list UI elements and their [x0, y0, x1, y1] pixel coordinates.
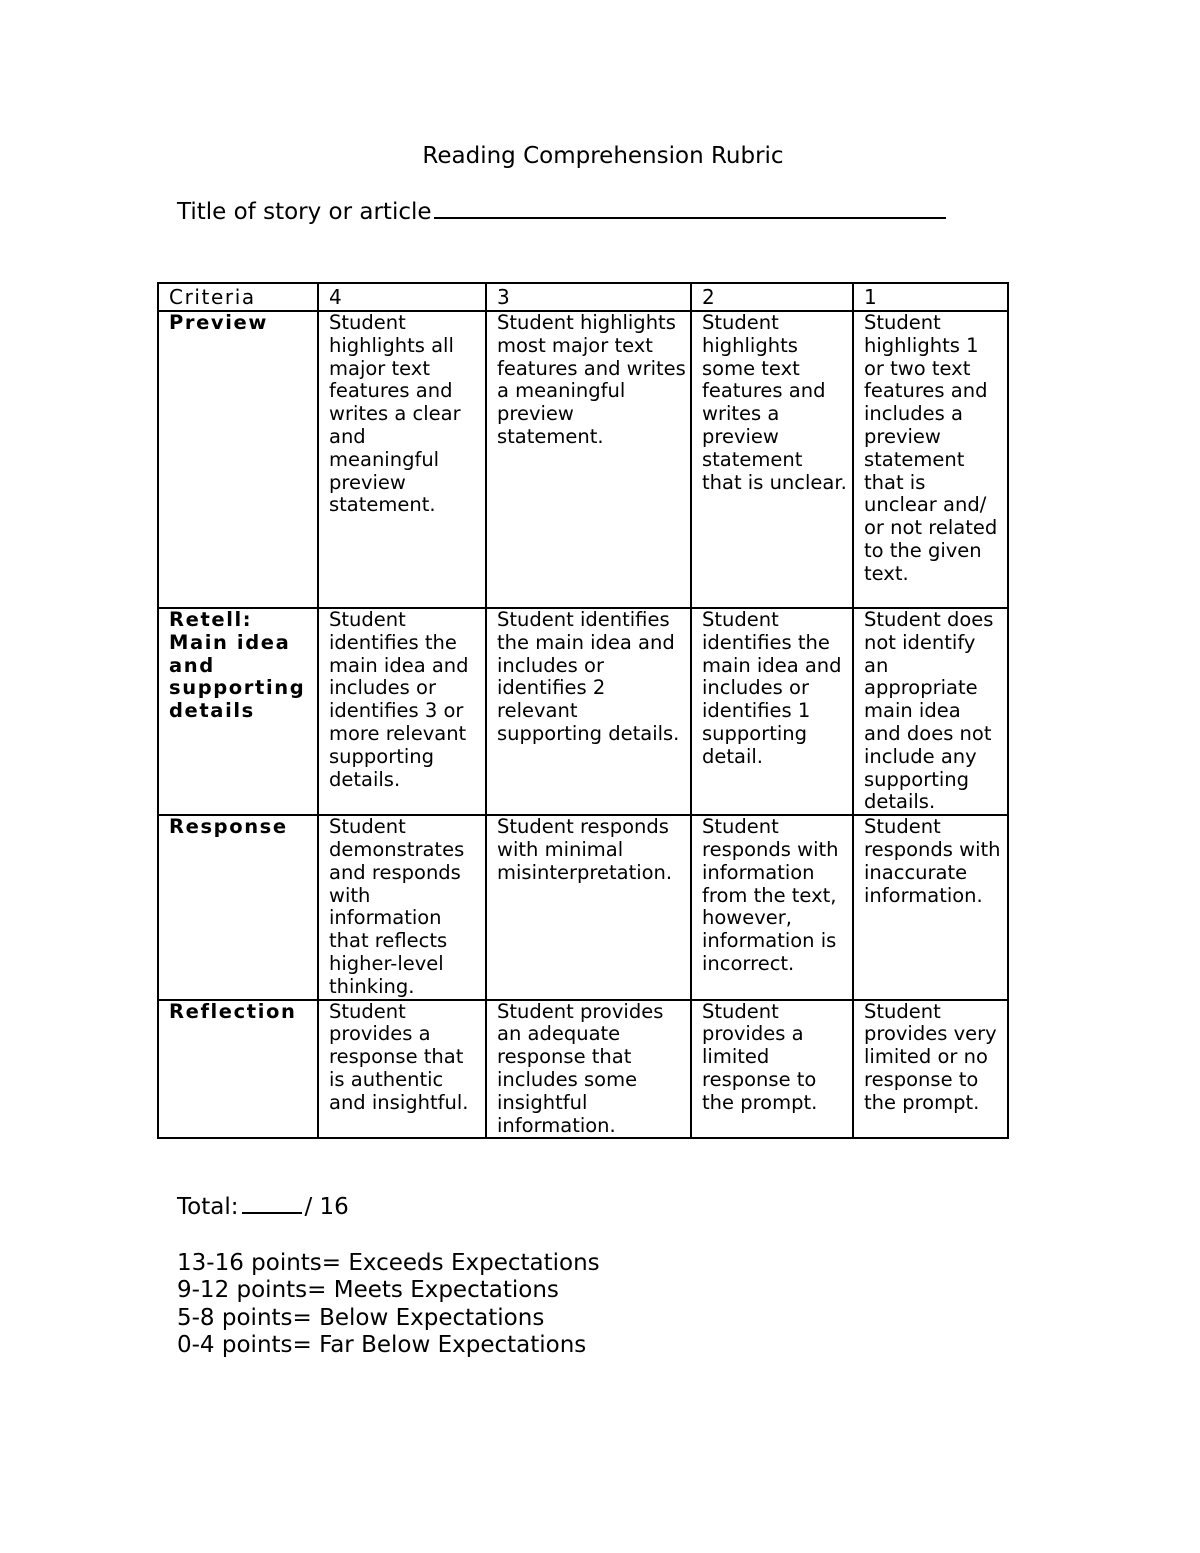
rubric-row-response: [158, 815, 1008, 999]
criteria-preview: Preview: [158, 311, 318, 608]
total-score-line: [177, 1192, 600, 1222]
cell-response-1: Student responds with inaccurate information.: [853, 815, 1008, 999]
total-label: Total:: [177, 1194, 239, 1220]
rubric-row-retell: [158, 608, 1008, 815]
cell-retell-4: Student identifies the main idea and includes or identifies 3 or more relevant supporting details.: [318, 608, 486, 815]
criteria-response: Response: [158, 815, 318, 999]
cell-preview-4: Student highlights all major text features and writes a clear and meaningful preview statement.: [318, 311, 486, 608]
scale-meets: 9-12 points= Meets Expectations: [177, 1277, 559, 1303]
cell-preview-3: Student highlights most major text features and writes a meaningful preview statement.: [486, 311, 691, 608]
cell-reflection-2: Student provides a limited response to the prompt.: [691, 1000, 853, 1139]
header-score-4: 4: [318, 283, 486, 311]
criteria-reflection: Reflection: [158, 1000, 318, 1139]
criteria-retell: Retell: Main idea and supporting details: [158, 608, 318, 815]
total-score-blank: [242, 1192, 302, 1214]
rubric-row-reflection: [158, 1000, 1008, 1139]
cell-response-2: Student responds with information from the text, however, information is incorrect.: [691, 815, 853, 999]
story-title-label: Title of story or article: [177, 199, 432, 225]
total-max: / 16: [304, 1194, 349, 1220]
story-title-blank: [434, 195, 946, 219]
rubric-header-row: [158, 283, 1008, 311]
header-score-2: 2: [691, 283, 853, 311]
cell-preview-1: Student highlights 1 or two text features and includes a preview statement that is unclear and/ or not related to the given text.: [853, 311, 1008, 608]
cell-response-4: Student demonstrates and responds with information that reflects higher-level thinking.: [318, 815, 486, 999]
score-summary: [177, 1192, 600, 1360]
cell-retell-3: Student identifies the main idea and includes or identifies 2 relevant supporting details.: [486, 608, 691, 815]
scale-below: 5-8 points= Below Expectations: [177, 1304, 545, 1331]
cell-retell-2: Student identifies the main idea and includes or identifies 1 supporting detail.: [691, 608, 853, 815]
cell-reflection-1: Student provides very limited or no response to the prompt.: [853, 1000, 1008, 1139]
scale-exceeds: 13-16 points= Exceeds Expectations: [177, 1249, 600, 1276]
document-title: Reading Comprehension Rubric: [422, 143, 784, 169]
header-score-1: 1: [853, 283, 1008, 311]
cell-reflection-3: Student provides an adequate response that includes some insightful information.: [486, 1000, 691, 1139]
header-score-3: 3: [486, 283, 691, 311]
header-criteria: Criteria: [158, 283, 318, 311]
scale-far-below: 0-4 points= Far Below Expectations: [177, 1332, 587, 1358]
story-title-field: [177, 195, 946, 228]
cell-response-3: Student responds with minimal misinterpretation.: [486, 815, 691, 999]
cell-preview-2: Student highlights some text features and writes a preview statement that is unclear.: [691, 311, 853, 608]
rubric-row-preview: [158, 311, 1008, 608]
rubric-table: [157, 282, 1009, 1139]
cell-reflection-4: Student provides a response that is authentic and insightful.: [318, 1000, 486, 1139]
cell-retell-1: Student does not identify an appropriate main idea and does not include any supporting details.: [853, 608, 1008, 815]
